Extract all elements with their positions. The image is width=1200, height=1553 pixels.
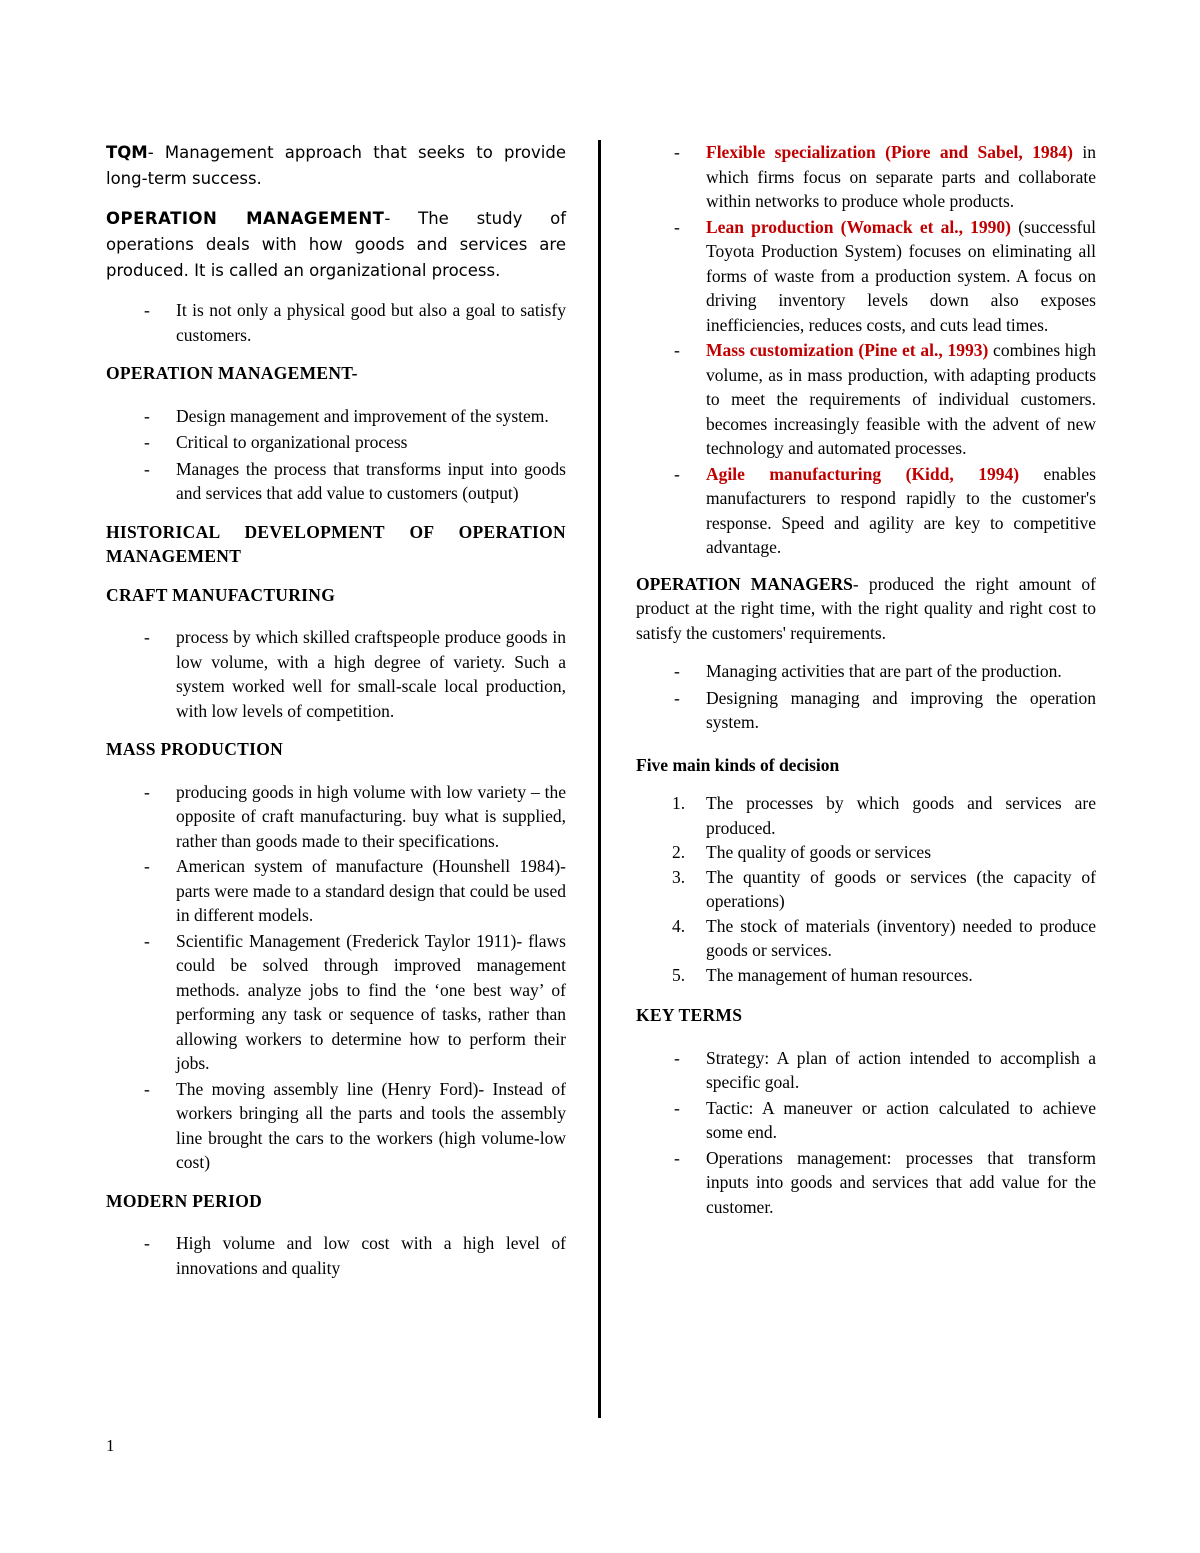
operation-management-paragraph (106, 206, 566, 284)
operation-managers-list (636, 659, 1096, 735)
operation-management-list-2 (106, 404, 566, 506)
operation-managers-term: OPERATION MANAGERS (636, 573, 853, 594)
left-column (106, 140, 566, 1280)
list-item (636, 963, 1096, 988)
modern-period-types-list (636, 140, 1096, 560)
mass-production-heading: MASS PRODUCTION (106, 739, 284, 759)
list-text: The processes by which goods and services are produced. (706, 793, 1096, 838)
list-item: - American system of manufacture (Hounshell 1984)- parts were made to a standard design that could be used in different models. (106, 854, 566, 928)
five-decisions-heading: Five main kinds of decision (636, 754, 840, 775)
list-item: - Strategy: A plan of action intended to accomplish a specific goal. (636, 1046, 1096, 1095)
list-item: - High volume and low cost with a high level of innovations and quality (106, 1231, 566, 1280)
list-text: The quantity of goods or services (the capacity of operations) (706, 866, 1096, 911)
list-text: The stock of materials (inventory) needed to produce goods or services. (706, 915, 1096, 960)
list-item: - process by which skilled craftspeople produce goods in low volume, with a high degree of variety. Such a system worked well for small-scale local production, with low levels of competition. (106, 625, 566, 723)
tqm-paragraph (106, 140, 566, 192)
list-item (636, 840, 1096, 865)
list-item: - The moving assembly line (Henry Ford)- Instead of workers bringing all the parts and tools the assembly line brought the cars to the workers (high volume-low cost) (106, 1077, 566, 1175)
list-text: The management of human resources. (706, 964, 973, 985)
operation-management-heading-2: OPERATION MANAGEMENT- (106, 363, 358, 383)
mass-customization-text: combines high volume, as in mass production, with adapting products to meet the requirements of individual customers. becomes increasingly feasible with the advent of new technology and automated processes. (706, 340, 1096, 458)
list-item (636, 140, 1096, 214)
list-number: 5. (672, 964, 686, 985)
lean-production-term: Lean production (Womack et al., 1990) (706, 216, 1012, 237)
flexible-specialization-text: in which firms focus on separate parts and collaborate within networks to produce whole products. (706, 142, 1096, 211)
list-item: - Tactic: A maneuver or action calculated to achieve some end. (636, 1096, 1096, 1145)
mass-customization-term: Mass customization (Pine et al., 1993) (706, 340, 989, 360)
list-item (636, 791, 1096, 840)
operation-management-term: OPERATION MANAGEMENT (106, 209, 385, 228)
right-column (636, 140, 1096, 1219)
list-item: - It is not only a physical good but also a goal to satisfy customers. (106, 298, 566, 347)
key-terms-list (636, 1046, 1096, 1220)
flexible-specialization-term: Flexible specialization (Piore and Sabel, 1984) (706, 142, 1073, 162)
modern-period-heading: MODERN PERIOD (106, 1190, 263, 1211)
list-item: - producing goods in high volume with low variety – the opposite of craft manufacturing. buy what is supplied, rather than goods made to their specifications. (106, 780, 566, 854)
list-number: 2. (672, 842, 686, 862)
list-number: 4. (672, 915, 686, 936)
mass-production-list (106, 780, 566, 1175)
key-terms-heading: KEY TERMS (636, 1005, 743, 1025)
operation-managers-paragraph (636, 572, 1096, 646)
list-item (636, 914, 1096, 963)
list-item: - Operations management: processes that transform inputs into goods and services that add value for the customer. (636, 1146, 1096, 1220)
lean-production-text: (successful Toyota Production System) focuses on eliminating all forms of waste from a production system. A focus on driving inventory levels down also exposes inefficiencies, reduces costs, and cuts lead times. (706, 216, 1096, 335)
list-item: - Design management and improvement of the system. (106, 404, 566, 429)
list-text: The quality of goods or services (706, 842, 932, 862)
operation-management-definition: - The study of operations deals with how goods and services are produced. It is called an organizational process. (106, 209, 566, 280)
list-item (636, 462, 1096, 560)
list-item (636, 338, 1096, 461)
operation-managers-definition: - produced the right amount of product at the right time, with the right quality and right cost to satisfy the customers' requirements. (636, 573, 1096, 643)
tqm-term: TQM (106, 143, 148, 162)
agile-manufacturing-text: enables manufacturers to respond rapidly to the customer's response. Speed and agility are key to competitive advantage. (706, 463, 1096, 557)
list-item: - Manages the process that transforms input into goods and services that add value to customers (output) (106, 457, 566, 506)
tqm-definition: - Management approach that seeks to provide long-term success. (106, 143, 566, 188)
page-number: 1 (106, 1436, 115, 1455)
agile-manufacturing-term: Agile manufacturing (Kidd, 1994) (706, 463, 1020, 484)
list-item: - Critical to organizational process (106, 430, 566, 455)
historical-development-heading: HISTORICAL DEVELOPMENT OF OPERATION MANAGEMENT (106, 521, 566, 566)
five-decisions-list (636, 791, 1096, 987)
modern-period-list (106, 1231, 566, 1280)
list-item (636, 865, 1096, 914)
list-number: 3. (672, 866, 686, 887)
list-item: - Designing managing and improving the operation system. (636, 686, 1096, 735)
craft-manufacturing-list (106, 625, 566, 723)
column-divider (598, 140, 601, 1418)
list-item (636, 215, 1096, 338)
craft-manufacturing-heading: CRAFT MANUFACTURING (106, 584, 336, 605)
operation-management-list (106, 298, 566, 347)
list-number: 1. (672, 793, 686, 813)
list-item: - Scientific Management (Frederick Taylor 1911)- flaws could be solved through improved management methods. analyze jobs to find the ‘one best way’ of performing any task or sequence of tasks, rather than allowing workers to determine how to perform their jobs. (106, 929, 566, 1076)
list-item: - Managing activities that are part of the production. (636, 659, 1096, 684)
